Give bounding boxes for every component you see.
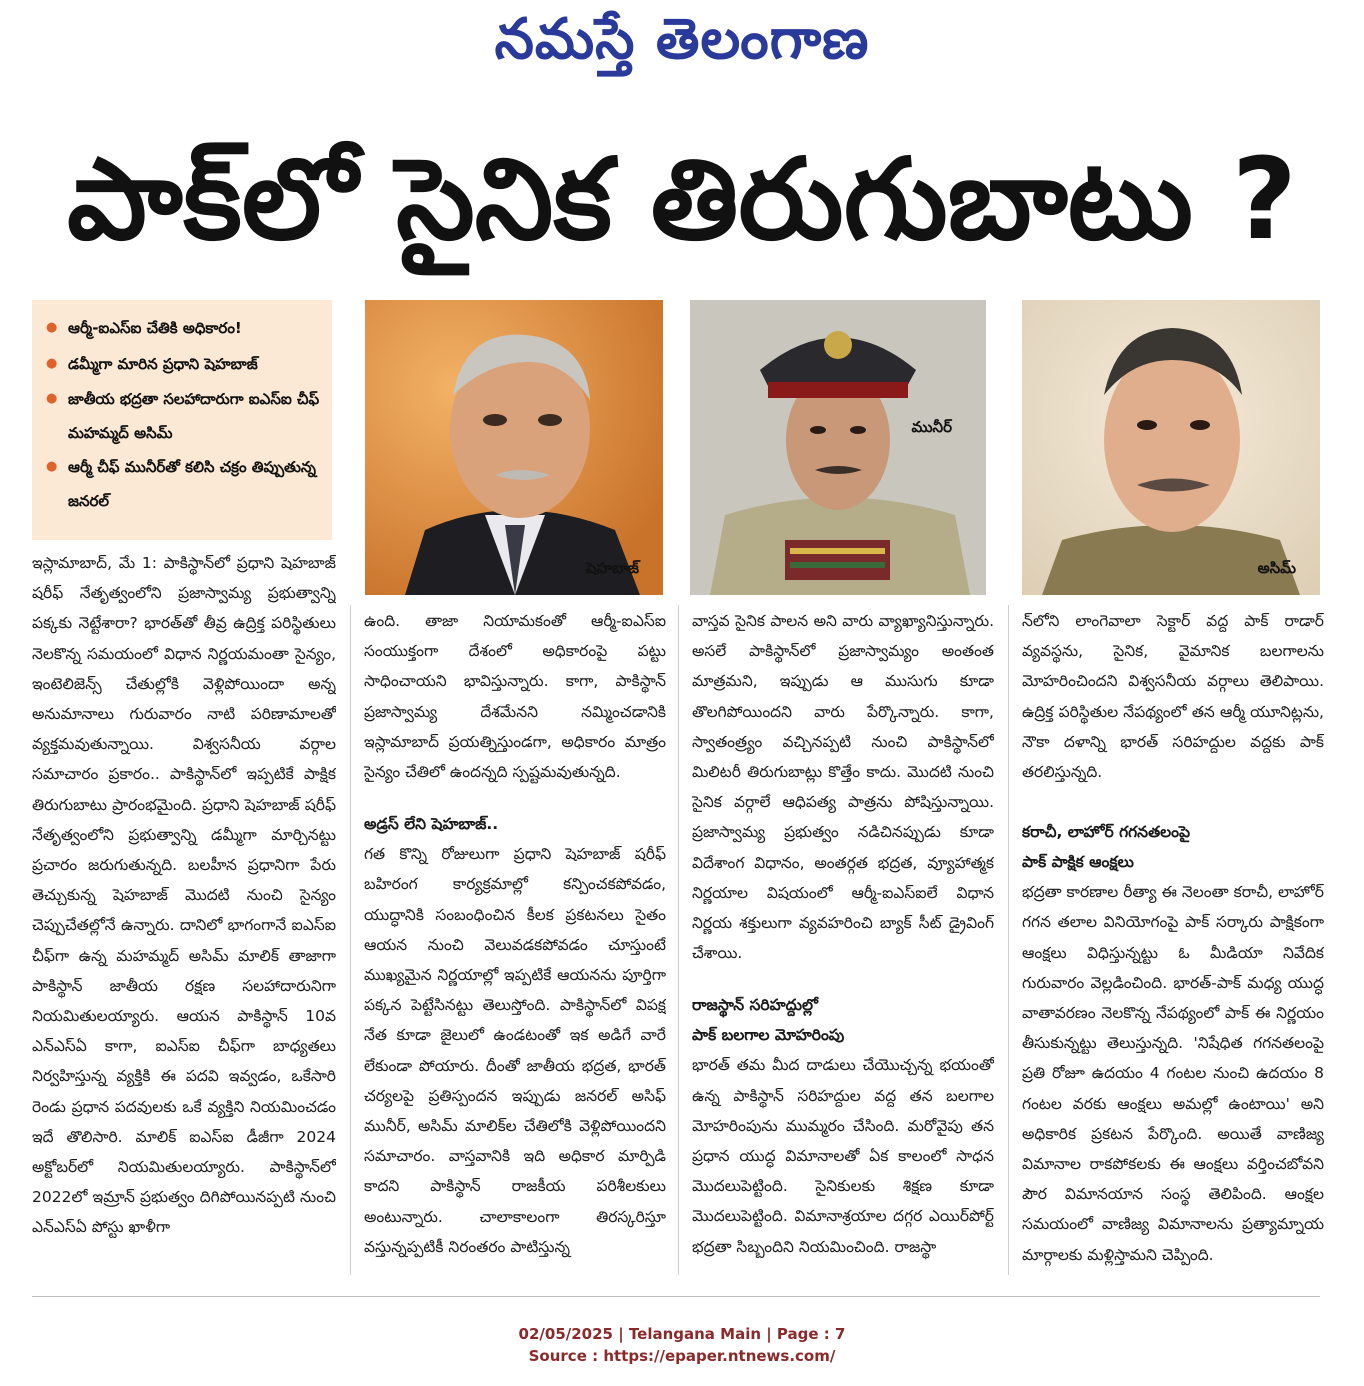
- portrait-image: [365, 300, 663, 595]
- footer-date-page: 02/05/2025 | Telangana Main | Page : 7: [518, 1325, 846, 1343]
- subheading: పాక్ బలగాల మోహరింపు: [692, 1026, 845, 1045]
- photo-caption: మునీర్: [911, 418, 952, 436]
- subheading: రాజస్థాన్ సరిహద్దుల్లో: [692, 996, 818, 1015]
- column-divider: [1008, 605, 1009, 1275]
- photo-shehbaz: [365, 300, 663, 595]
- highlight-item: ● జాతీయ భద్రతా సలహాదారుగా ఐఎస్‌ఐ చీఫ్ మహమ్మద్ అసిమ్: [46, 382, 322, 450]
- subheading: కరాచీ, లాహోర్ గగనతలంపై: [1022, 823, 1190, 842]
- article-paragraph: గత కొన్ని రోజులుగా ప్రధాని షెహబాజ్ షరీఫ్ బహిరంగ కార్యక్రమాల్లో కన్పించకపోవడం, యుద్ధానికి సంబంధించిన కీలక ప్రకటనలు సైతం ఆయన నుంచి వెలువడకపోవడం చూస్తుంటే ముఖ్యమైన నిర్ణయాల్లో ఇప్పటికే ఆయనను పూర్తిగా పక్కన పెట్టేసినట్టు తెలుస్తోంది. పాకిస్థాన్‌లో విపక్ష నేత కూడా జైలులో ఉండటంతో ఇక అడిగే వారే లేకుండా పోయారు. దీంతో జాతీయ భద్రత, భారత్ చర్యలపై ప్రతిస్పందన ఇప్పుడు జనరల్ అసిఫ్ మునీర్, అసిమ్ మాలిక్‌ల చేతిలోకి వెళ్లిపోయిందని సమాచారం. వాస్తవానికి ఇది అధికార మార్పిడి కాదని పాకిస్థాన్ రాజకీయ పరిశీలకులు అంటున్నారు. చాలాకాలంగా తిరస్కరిస్తూ వస్తున్నప్పటికీ నిరంతరం పాటిస్తున్న: [364, 845, 666, 1256]
- photo-caption: షెహబాజ్: [585, 559, 639, 577]
- highlight-item: ● డమ్మీగా మారిన ప్రధాని షెహబాజ్: [46, 346, 322, 382]
- photo-munir: [690, 300, 986, 595]
- photo-caption: అసిమ్: [1257, 559, 1296, 577]
- article-column-4: [1022, 606, 1324, 1284]
- article-column-1: [32, 548, 336, 1284]
- headline: పాక్‌లో సైనిక తిరుగుబాటు ?: [67, 135, 1297, 265]
- highlight-item: ● ఆర్మీ-ఐఎస్‌ఐ చేతికి అధికారం!: [46, 310, 322, 346]
- portrait-image: [690, 300, 986, 595]
- article-paragraph: ఇస్లామాబాద్, మే 1: పాకిస్థాన్‌లో ప్రధాని షెహబాజ్ షరీఫ్ నేతృత్వంలోని ప్రజాస్వామ్య ప్రభుత్వాన్ని పక్కకు నెట్టేశారా? భారత్‌తో తీవ్ర ఉద్రిక్త పరిస్థితులు నెలకొన్న సమయంలో విధాన నిర్ణయమంతా సైన్యం, ఇంటెలిజెన్స్ చేతుల్లోకి వెళ్లిపోయిందా అన్న అనుమానాలు గురువారం నాటి పరిణామాలతో వ్యక్తమవుతున్నాయి. విశ్వసనీయ వర్గాల సమాచారం ప్రకారం.. పాకిస్థాన్‌లో ఇప్పటికే పాక్షిక తిరుగుబాటు ప్రారంభమైంది. ప్రధాని షెహబాజ్ షరీఫ్ నేతృత్వంలోని ప్రభుత్వాన్ని డమ్మీగా మార్చినట్టు ప్రచారం జరుగుతున్నది. బలహీన ప్రధానిగా పేరు తెచ్చుకున్న షెహబాజ్ మొదటి నుంచి సైన్యం చెప్పుచేతల్లోనే ఉన్నారు. దానిలో భాగంగానే ఐఎస్‌ఐ చీఫ్‌గా ఉన్న మహమ్మద్ అసిమ్ మాలిక్ తాజాగా పాకిస్థాన్ జాతీయ రక్షణ సలహాదారునిగా నియమితులయ్యారు. ఆయన పాకిస్థాన్ 10వ ఎన్ఎస్ఏ కాగా, ఐఎస్ఐ చీఫ్‌గా బాధ్యతలు నిర్వహిస్తున్న వ్యక్తికి ఈ పదవి ఇవ్వడం, ఒకేసారి రెండు ప్రధాన పదవులకు ఒకే వ్యక్తిని నియమించడం ఇదే తొలిసారి. మాలిక్ ఐఎస్ఐ డీజీగా 2024 అక్టోబర్‌లో నియమితులయ్యారు. పాకిస్థాన్‌లో 2022లో ఇమ్రాన్ ప్రభుత్వం దిగిపోయినప్పటి నుంచి ఎన్ఎస్ఏ పోస్టు ఖాళీగా: [32, 554, 336, 1237]
- footer-rule: [32, 1296, 1320, 1297]
- subheading: అడ్రస్ లేని షెహబాజ్..: [364, 815, 499, 834]
- footer-source: Source : https://epaper.ntnews.com/: [528, 1347, 836, 1365]
- portrait-image: [1022, 300, 1320, 595]
- article-paragraph: వాస్తవ సైనిక పాలన అని వారు వ్యాఖ్యానిస్తున్నారు. అసలే పాకిస్థాన్‌లో ప్రజాస్వామ్యం అంతంత మాత్రమని, ఇప్పుడు ఆ ముసుగు కూడా తొలగిపోయిందని వారు పేర్కొన్నారు. కాగా, స్వాతంత్ర్యం వచ్చినప్పటి నుంచి పాకిస్థాన్‌లో మిలిటరీ తిరుగుబాట్లు కొత్తేం కాదు. మొదటి నుంచి సైనిక వర్గాలే ఆధిపత్య పాత్రను పోషిస్తున్నాయి. ప్రజాస్వామ్య ప్రభుత్వం నడిచినప్పుడు కూడా విదేశాంగ విధానం, అంతర్గత భద్రత, వ్యూహాత్మక నిర్ణయాల విషయంలో ఆర్మీ-ఐఎస్ఐలే విధాన నిర్ణయ శక్తులుగా వ్యవహరించి బ్యాక్ సీట్ డ్రైవింగ్ చేశాయి.: [692, 612, 994, 963]
- article-column-3: [692, 606, 994, 1284]
- article-paragraph: భారత్ తమ మీద దాడులు చేయొచ్చన్న భయంతో ఉన్న పాకిస్థాన్ సరిహద్దుల వద్ద తన బలగాల మోహరింపును ముమ్మరం చేసింది. మరోవైపు తన ప్రధాన యుద్ధ విమానాలతో ఏక కాలంలో సాధన మొదలుపెట్టింది. సైనికులకు శిక్షణ కూడా మొదలుపెట్టింది. విమానాశ్రయాల దగ్గర ఎయిర్‌పోర్ట్ భద్రతా సిబ్బందిని నియమించింది. రాజస్థా: [692, 1056, 994, 1256]
- article-paragraph: ఉంది. తాజా నియామకంతో ఆర్మీ-ఐఎస్ఐ సంయుక్తంగా దేశంలో అధికారంపై పట్టు సాధించాయని భావిస్తున్నారు. కాగా, పాకిస్థాన్ ప్రజాస్వామ్య దేశమేనని నమ్మించడానికి ఇస్లామాబాద్ ప్రయత్నిస్తుండగా, అధికారం మాత్రం సైన్యం చేతిలో ఉందన్నది స్పష్టమవుతున్నది.: [364, 612, 666, 782]
- photo-asim: [1022, 300, 1320, 595]
- article-paragraph: భద్రతా కారణాల రీత్యా ఈ నెలంతా కరాచీ, లాహోర్ గగన తలాల వినియోగంపై పాక్ సర్కారు పాక్షికంగా ఆంక్షలు విధిస్తున్నట్టు ఓ మీడియా నివేదిక గురువారం వెల్లడించింది. భారత్-పాక్ మధ్య యుద్ధ వాతావరణం నెలకొన్న నేపథ్యంలో పాక్ ఈ నిర్ణయం తీసుకున్నట్టు తెలుస్తున్నది. 'నిషేధిత గగనతలంపై ప్రతి రోజూ ఉదయం 4 గంటల నుంచి ఉదయం 8 గంటల వరకు ఆంక్షలు అమల్లో ఉంటాయి' అని అధికారిక ప్రకటన పేర్కొంది. అయితే వాణిజ్య విమానాల రాకపోకలకు ఈ ఆంక్షలు వర్తించబోవని పౌర విమానయాన సంస్థ తెలిపింది. ఆంక్షల సమయంలో వాణిజ్య విమానాలను ప్రత్యామ్నాయ మార్గాలకు మళ్లిస్తామని చెప్పింది.: [1022, 883, 1324, 1264]
- column-divider: [678, 605, 679, 1275]
- highlights-box: [32, 300, 332, 540]
- column-divider: [350, 605, 351, 1275]
- article-paragraph: న్‌లోని లాంగెవాలా సెక్టార్ వద్ద పాక్ రాడార్ వ్యవస్థను, సైనిక, వైమానిక బలగాలను మోహరించిందని విశ్వసనీయ వర్గాలు తెలిపాయి. ఉద్రిక్త పరిస్థితుల నేపథ్యంలో తన ఆర్మీ యూనిట్లను, నౌకా దళాన్ని భారత్ సరిహద్దుల వద్దకు పాక్ తరలిస్తున్నది.: [1022, 612, 1324, 782]
- highlight-item: ● ఆర్మీ చీఫ్ మునీర్‌తో కలిసి చక్రం తిప్పుతున్న జనరల్: [46, 450, 322, 518]
- subheading: పాక్ పాక్షిక ఆంక్షలు: [1022, 853, 1134, 872]
- newspaper-masthead: నమస్తే తెలంగాణ: [494, 7, 870, 72]
- article-column-2: [364, 606, 666, 1284]
